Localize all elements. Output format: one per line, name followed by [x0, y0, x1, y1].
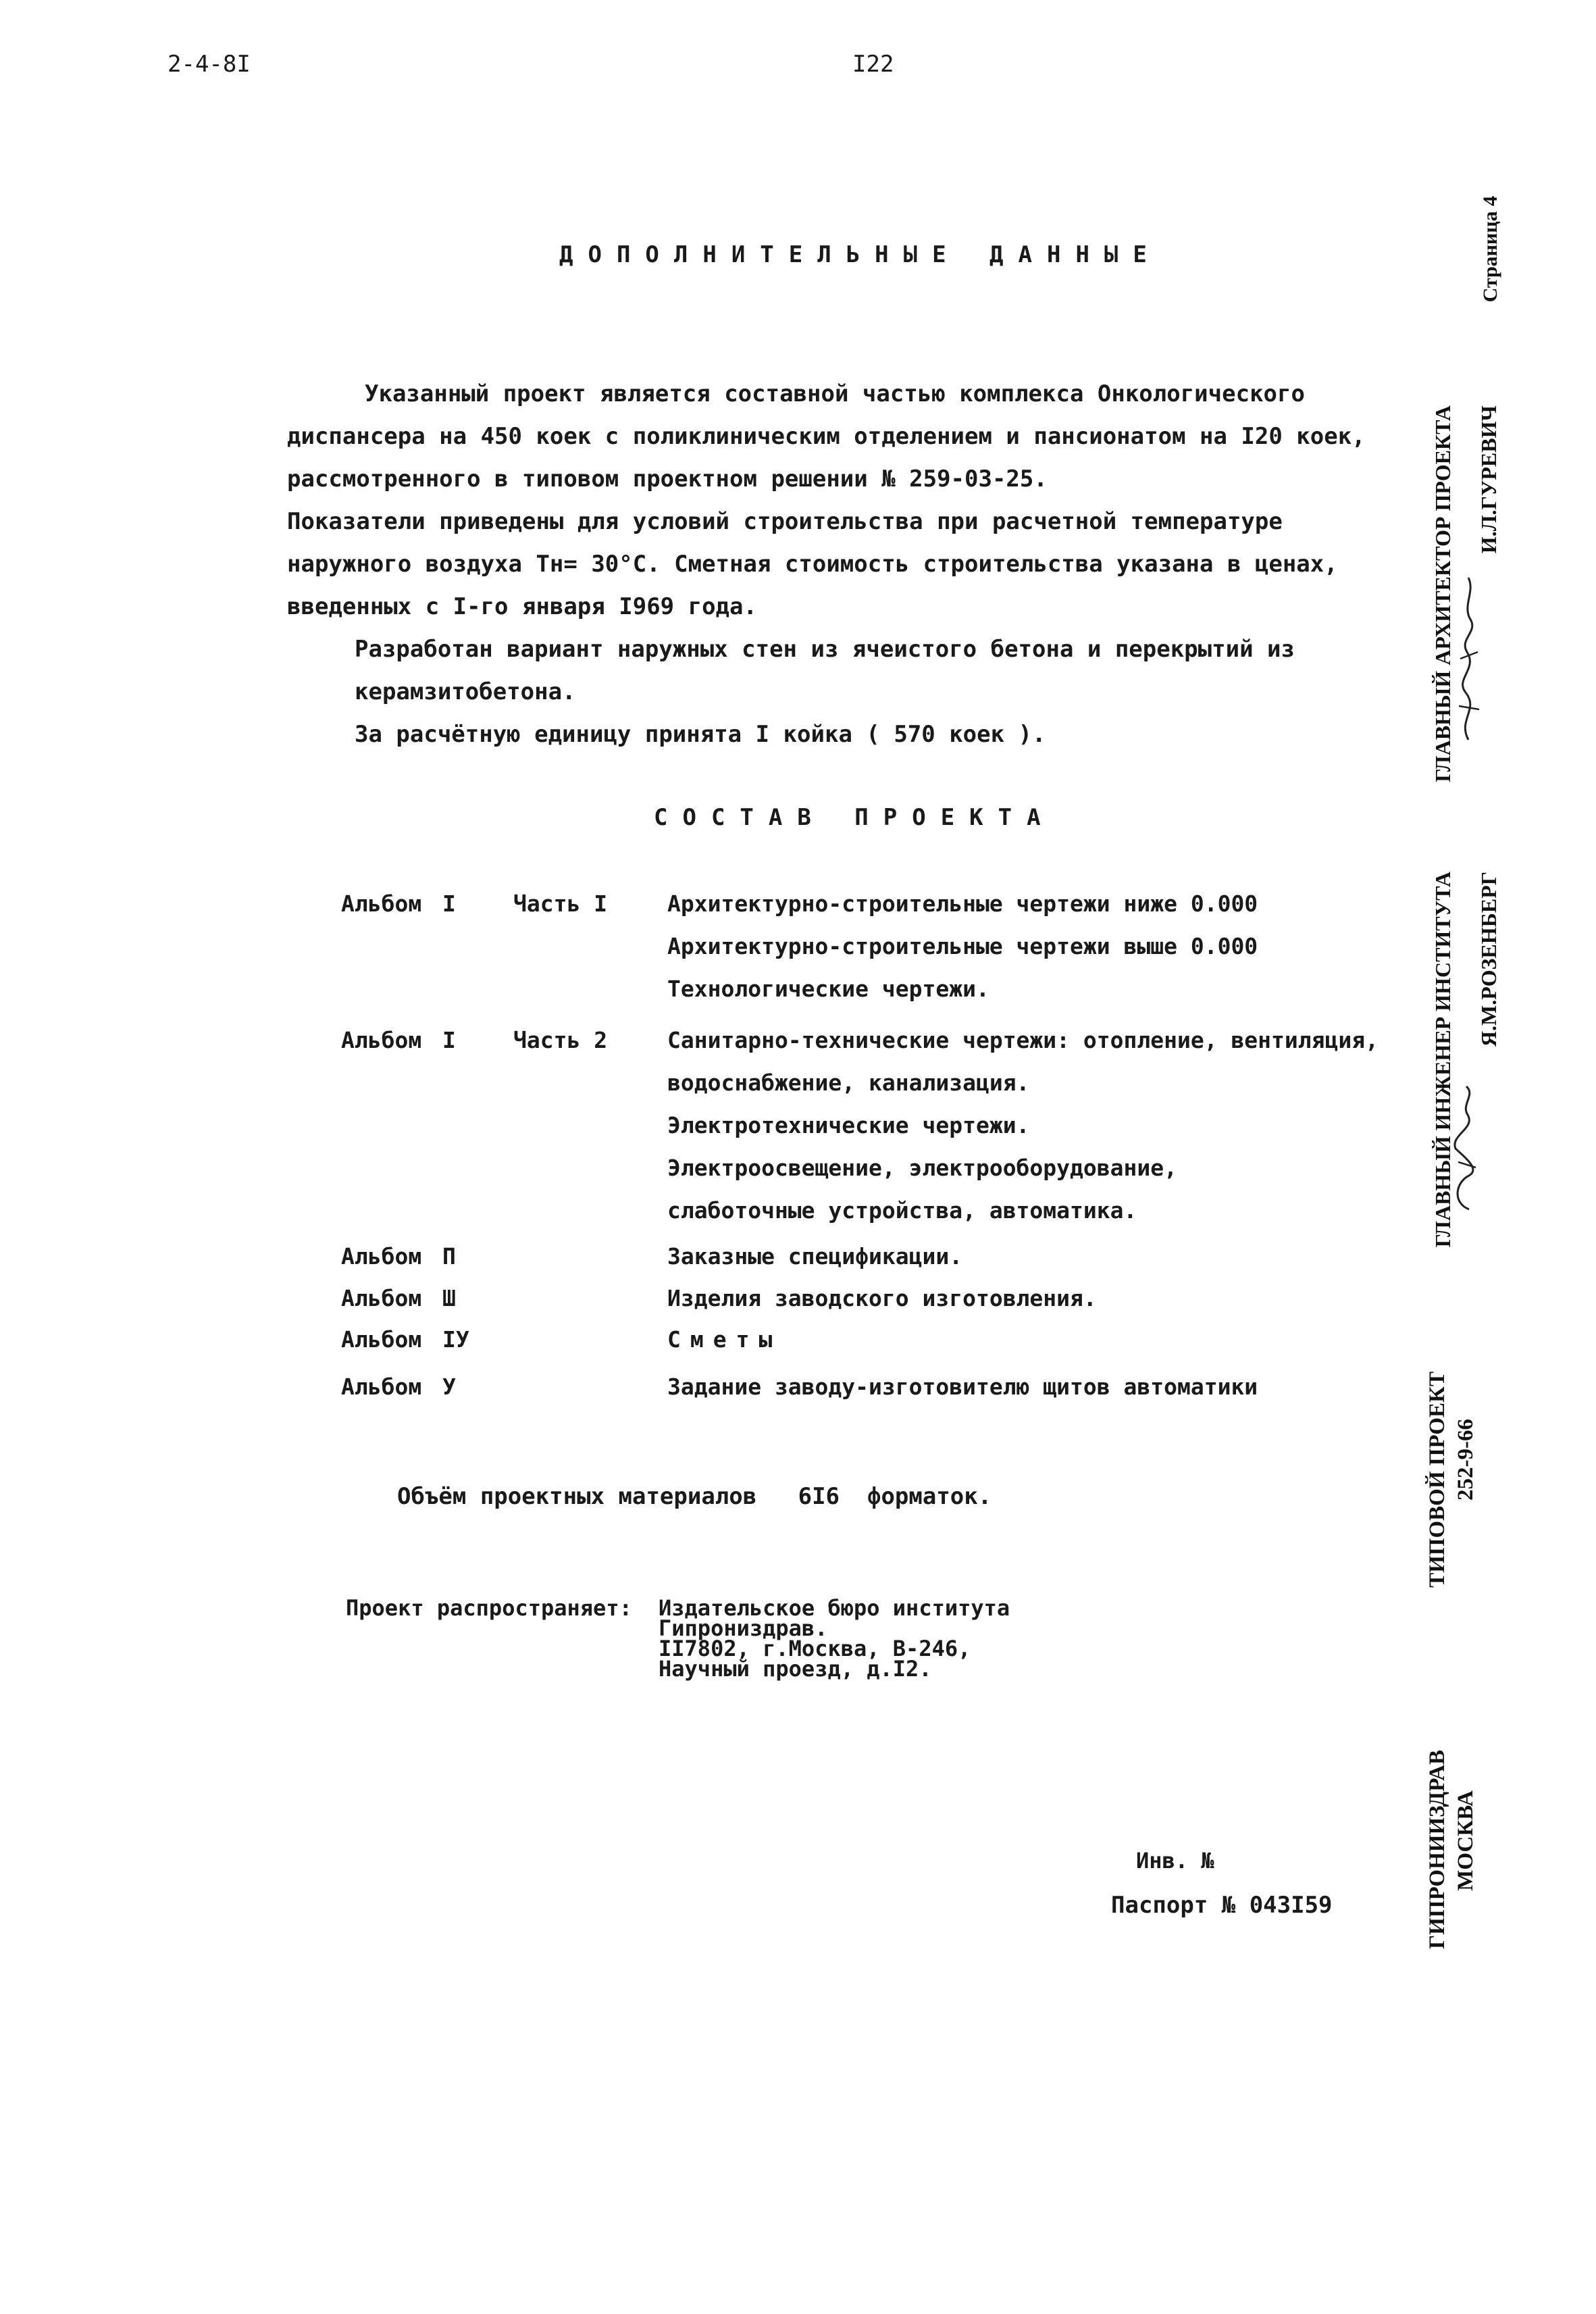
- passport-number: Паспорт № 043I59: [1111, 1892, 1333, 1919]
- page-number: I22: [852, 51, 894, 78]
- org-name: ГИПРОНИИЗДРАВ: [1425, 1750, 1449, 1949]
- org-city: МОСКВА: [1453, 1790, 1478, 1891]
- distribution-label: Проект распространяет:: [346, 1595, 632, 1621]
- project-code: 252-9-66: [1453, 1419, 1478, 1501]
- chief-architect-title: ГЛАВНЫЙ АРХИТЕКТОР ПРОЕКТА: [1431, 405, 1455, 782]
- page-title: ДОПОЛНИТЕЛЬНЫЕ ДАННЫЕ: [559, 241, 1162, 268]
- intro-paragraph-4: За расчётную единицу принята I койка ( 570 коек ).: [355, 721, 1046, 748]
- sidebar-page-label: Страница 4: [1479, 196, 1501, 303]
- chief-engineer-title: ГЛАВНЫЙ ИНЖЕНЕР ИНСТИТУТА: [1431, 872, 1455, 1248]
- intro-paragraph-2: Показатели приведены для условий строительства при расчетной температуре наружного воздуха Тн= 30°С. Сметная стоимость строительства указана в ценах, введенных с I-го января I969 года.: [287, 508, 1338, 620]
- composition-title: СОСТАВ ПРОЕКТА: [654, 804, 1056, 831]
- volume-line: Объём проектных материалов 6I6 форматок.: [397, 1483, 992, 1510]
- intro-paragraph-1: Указанный проект является составной частью комплекса Онкологического диспансера на 450 коек с поликлиническим отделением и пансионатом на I20 коек, рассмотренного в типовом проектном решении № 259-03-25.: [287, 380, 1366, 493]
- intro-paragraph-3: Разработан вариант наружных стен из ячеистого бетона и перекрытий из керамзитобетона.: [355, 636, 1295, 705]
- chief-architect-name: И.Л.ГУРЕВИЧ: [1476, 405, 1501, 554]
- chief-engineer-name: Я.М.РОЗЕНБЕРГ: [1476, 872, 1501, 1047]
- architect-signature: [1452, 571, 1485, 747]
- inventory-number: Инв. №: [1136, 1848, 1214, 1873]
- distribution-lines: Издательское бюро института Гипрониздрав. II7802, г.Москва, В-246, Научный проезд, д.I2.: [659, 1595, 1010, 1682]
- project-type: ТИПОВОЙ ПРОЕКТ: [1425, 1372, 1449, 1588]
- engineer-signature: [1449, 1081, 1483, 1216]
- doc-code: 2-4-8I: [168, 51, 251, 78]
- intro-text: [287, 373, 1381, 756]
